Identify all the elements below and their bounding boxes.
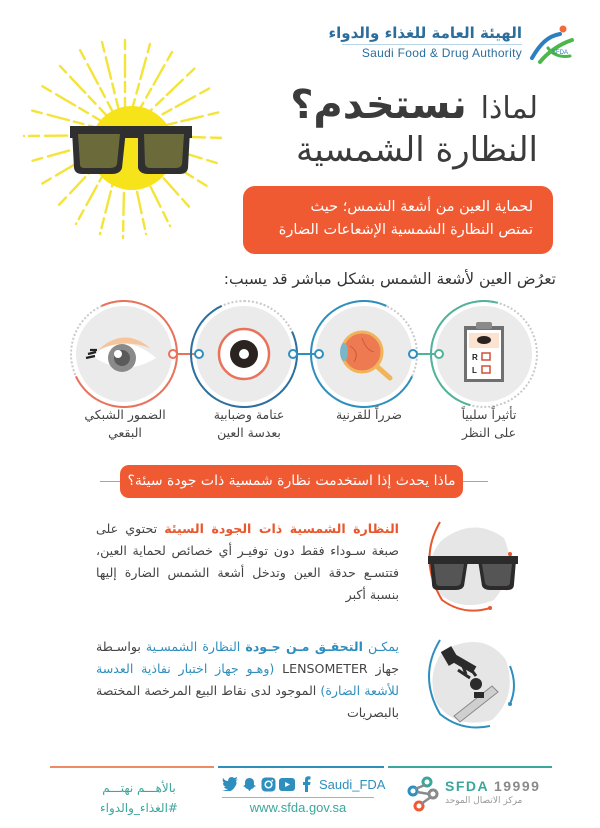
eye-pupil-icon — [196, 306, 292, 402]
sun-with-sunglasses-illustration — [20, 30, 230, 240]
effects-labels — [70, 406, 540, 446]
website-link[interactable]: www.sfda.gov.sa — [249, 800, 347, 815]
exposure-heading: تعرُض العين لأشعة الشمس بشكل مباشر قد يسبب: — [223, 270, 556, 288]
effect-circle-cornea — [316, 306, 412, 402]
svg-text:R: R — [472, 353, 478, 362]
sfda-emblem-icon — [526, 22, 576, 66]
poor-sunglasses-illustration — [414, 510, 524, 620]
question-banner: ماذا يحدث إذا استخدمت نظارة شمسية ذات جودة سيئة؟ — [120, 465, 463, 498]
eye-lashes-icon — [76, 306, 172, 402]
footer-tagline: بالأهـــم نهتـــم #الغذاء_والدواء — [84, 778, 194, 818]
footer-rule-teal — [388, 766, 552, 768]
svg-text:SFDA: SFDA — [552, 50, 569, 56]
effect-label-vision: تأثيراً سلبياً على النظر — [461, 407, 517, 440]
eye-test-clipboard-icon — [436, 306, 532, 402]
facebook-icon[interactable] — [298, 776, 314, 792]
logo-divider — [342, 44, 522, 45]
call-center-number: SFDA 19999 — [445, 778, 541, 794]
social-divider — [222, 797, 374, 798]
social-links — [222, 775, 385, 793]
footer-rule-blue — [218, 766, 384, 768]
page-title-line2: النظارة الشمسية — [296, 130, 538, 170]
instagram-icon[interactable] — [260, 776, 276, 792]
poor-quality-paragraph: النظارة الشمسية ذات الجودة السيئة تحتوي على صبغة سـوداء فقط دون توفيـر أي خصائص لحماية العين، فتتسـع حدقة العين وتدخل أشعة الشمس الضارة إليها بنسبة أكبر — [96, 521, 399, 602]
effect-circle-vision — [436, 306, 532, 402]
youtube-icon[interactable] — [279, 776, 295, 792]
svg-text:L: L — [472, 366, 477, 375]
effect-label-lens: عتامة وضبابية بعدسة العين — [213, 407, 285, 440]
call-center-logo-icon — [405, 776, 441, 812]
lensometer-illustration — [414, 626, 524, 736]
org-name-english: Saudi Food & Drug Authority — [361, 46, 522, 60]
lensometer-paragraph: يمكـن التحقـق مـن جـودة النظارة الشمسـية بواسـطة جهاز LENSOMETER (وهـو جهاز اختبار نفاذية العدسة للأشعة الضارة) الموجود لدى نقاط البيع المرخصة المختصة بالبصريات — [96, 639, 399, 720]
effect-circle-macular — [76, 306, 172, 402]
page-title-line1: لماذا نستخدم؟ — [290, 82, 538, 128]
snapchat-icon[interactable] — [241, 776, 257, 792]
effect-label-cornea: ضرراً للقرنية — [335, 407, 403, 422]
call-center-caption: مركز الاتصال الموحد — [445, 796, 523, 806]
twitter-icon[interactable] — [222, 776, 238, 792]
social-handle[interactable]: Saudi_FDA — [319, 776, 386, 792]
org-name-arabic: الهيئة العامة للغذاء والدواء — [328, 24, 522, 42]
eyeball-magnifier-icon — [316, 306, 412, 402]
effect-circle-lens — [196, 306, 292, 402]
effects-diagram — [70, 300, 540, 408]
effect-label-macular: الضمور الشبكي البقعي — [84, 407, 166, 440]
hashtag[interactable]: #الغذاء_والدواء — [100, 801, 178, 815]
call-center — [405, 776, 575, 812]
footer-rule-orange — [50, 766, 214, 768]
intro-callout: لحماية العين من أشعة الشمس؛ حيث تمتص النظارة الشمسية الإشعاعات الضارة — [243, 186, 553, 254]
sfda-logo — [322, 22, 582, 66]
